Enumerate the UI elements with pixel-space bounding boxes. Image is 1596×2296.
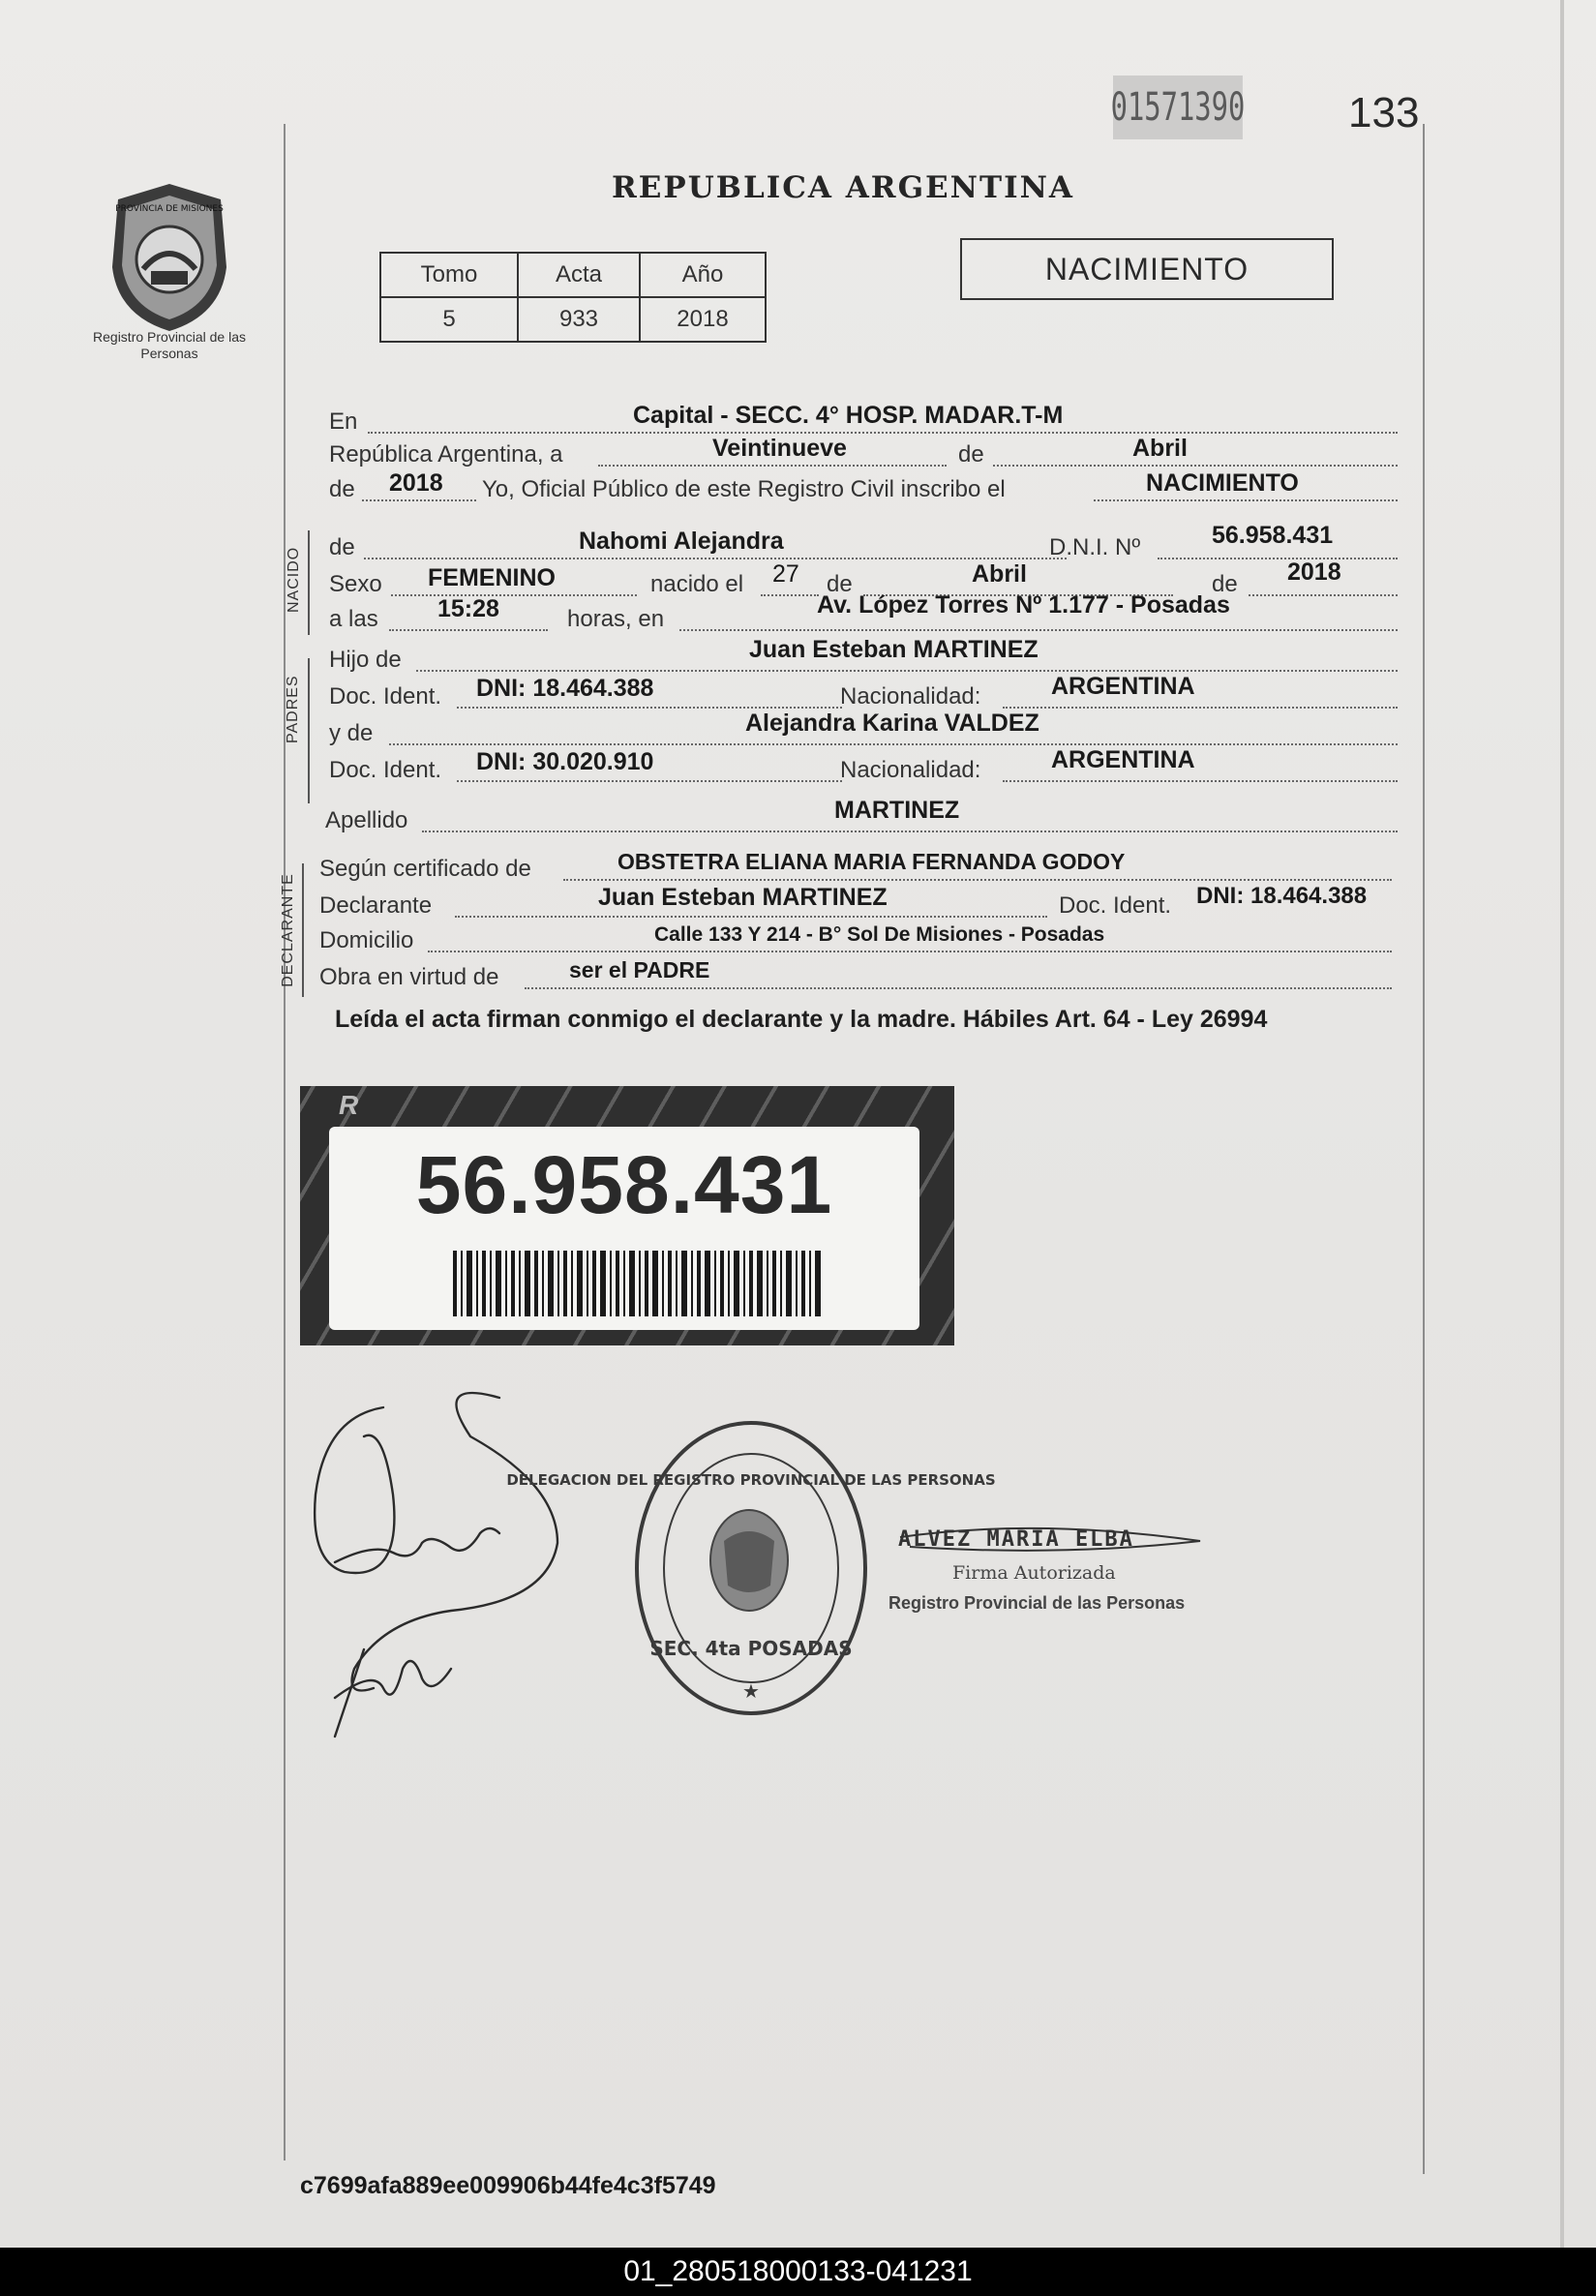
value-dia-inscripcion: Veintinueve (712, 435, 847, 462)
seal-text-outer: DELEGACION DEL REGISTRO PROVINCIAL DE LAS PERSONAS (506, 1471, 996, 1489)
value-padre-doc: DNI: 18.464.388 (476, 675, 654, 702)
declarante-bracket (302, 863, 304, 997)
row-fecha-inscripcion (325, 434, 1398, 472)
row-obra-en-virtud (319, 956, 1392, 995)
table-header-anio: Año (640, 253, 766, 297)
table-header-tomo: Tomo (380, 253, 518, 297)
side-label-padres: PADRES (285, 675, 301, 743)
padres-bracket (308, 658, 310, 803)
sticker-pattern-letter: R (339, 1090, 359, 1120)
label-obra-en-virtud: Obra en virtud de (319, 964, 499, 990)
label-y-de: y de (329, 720, 374, 746)
registry-table (379, 252, 767, 343)
label-de-1: de (958, 441, 984, 468)
value-tipo-inscripcion: NACIMIENTO (1146, 469, 1299, 497)
sticker-window (329, 1127, 919, 1330)
label-horas-en: horas, en (567, 606, 665, 632)
value-nombre: Nahomi Alejandra (579, 528, 784, 555)
label-en: En (329, 408, 358, 435)
row-madre (325, 712, 1398, 751)
value-sexo: FEMENINO (428, 564, 556, 591)
label-doc-ident-padre: Doc. Ident. (329, 683, 442, 710)
row-hora (325, 591, 1398, 637)
label-republica: República Argentina, a (329, 441, 563, 468)
label-sexo: Sexo (329, 571, 382, 597)
value-lugar: Capital - SECC. 4° HOSP. MADAR.T-M (633, 402, 1064, 429)
row-certificado (319, 848, 1392, 887)
row-madre-doc (325, 746, 1398, 788)
right-shadow-line (1560, 0, 1564, 2248)
label-domicilio: Domicilio (319, 927, 414, 953)
province-seal-icon (105, 180, 234, 335)
svg-text:★: ★ (742, 1679, 760, 1703)
side-label-nacido: NACIDO (286, 546, 302, 613)
side-label-declarante: DECLARANTE (280, 873, 296, 987)
label-de-3: de (329, 534, 355, 560)
label-nacionalidad-padre: Nacionalidad: (840, 683, 981, 710)
official-name: ALVEZ MARIA ELBA (898, 1527, 1134, 1552)
label-hijo-de: Hijo de (329, 647, 402, 673)
barcode-icon (453, 1251, 821, 1316)
value-dia-nacimiento: 27 (772, 560, 799, 588)
value-obra-en-virtud: ser el PADRE (569, 957, 710, 982)
official-seal-icon (506, 1415, 996, 1721)
label-de-5: de (1212, 571, 1238, 597)
row-domicilio (319, 920, 1392, 958)
value-lugar-nacimiento: Av. López Torres Nº 1.177 - Posadas (817, 591, 1230, 619)
value-madre-nacionalidad: ARGENTINA (1051, 746, 1195, 773)
label-a-las: a las (329, 606, 378, 632)
nacido-bracket (308, 530, 310, 635)
row-padre (325, 636, 1398, 678)
value-domicilio: Calle 133 Y 214 - B° Sol De Misiones - Posadas (654, 923, 1105, 946)
sticker-dni-number: 56.958.431 (415, 1139, 833, 1230)
label-declarante: Declarante (319, 892, 433, 919)
value-declarante: Juan Esteban MARTINEZ (598, 884, 888, 911)
value-hora: 15:28 (437, 595, 499, 622)
table-value-acta: 933 (518, 297, 640, 342)
table-value-anio: 2018 (640, 297, 766, 342)
row-nombre (325, 522, 1398, 565)
value-declarante-doc: DNI: 18.464.388 (1196, 883, 1368, 909)
right-border-line (1423, 124, 1425, 2174)
row-apellido (325, 797, 1398, 838)
label-de-4: de (827, 571, 853, 597)
value-certificado: OBSTETRA ELIANA MARIA FERNANDA GODOY (617, 849, 1126, 874)
label-yo-oficial: Yo, Oficial Público de este Registro Civil inscribo el (482, 476, 1006, 502)
document-hash: c7699afa889ee009906b44fe4c3f5749 (300, 2172, 716, 2199)
logo-seal-text-top: PROVINCIA DE MISIONES (115, 204, 224, 214)
value-padre-nacionalidad: ARGENTINA (1051, 673, 1195, 700)
label-nacido-el: nacido el (650, 571, 744, 597)
official-registro: Registro Provincial de las Personas (888, 1593, 1186, 1613)
label-de-2: de (329, 476, 355, 502)
table-value-tomo: 5 (380, 297, 518, 342)
value-madre: Alejandra Karina VALDEZ (745, 710, 1039, 737)
table-header-acta: Acta (518, 253, 640, 297)
value-padre: Juan Esteban MARTINEZ (749, 636, 1039, 663)
row-declarante (319, 885, 1392, 923)
label-doc-ident-madre: Doc. Ident. (329, 757, 442, 783)
label-segun-certificado: Según certificado de (319, 856, 531, 882)
official-firma: Firma Autorizada (952, 1562, 1116, 1584)
row-inscripcion (325, 468, 1398, 507)
label-nacionalidad-madre: Nacionalidad: (840, 757, 981, 783)
seal-text-inner: SEC. 4ta POSADAS (649, 1637, 853, 1660)
label-apellido: Apellido (325, 807, 408, 833)
handwritten-signatures (306, 1378, 587, 1756)
dni-sticker (300, 1086, 954, 1345)
value-apellido: MARTINEZ (834, 797, 960, 824)
logo-caption: Registro Provincial de las Personas (93, 329, 246, 361)
value-mes-inscripcion: Abril (1132, 435, 1188, 462)
page-number: 133 (1348, 89, 1420, 136)
label-dni: D.N.I. Nº (1049, 534, 1141, 560)
row-padre-doc (325, 673, 1398, 714)
value-anio-nacimiento: 2018 (1287, 559, 1341, 586)
value-mes-nacimiento: Abril (972, 560, 1027, 588)
document-title: REPUBLICA ARGENTINA (612, 170, 1074, 205)
record-type-box: NACIMIENTO (960, 238, 1334, 300)
value-dni: 56.958.431 (1212, 522, 1334, 549)
serial-number: 01571390 (1113, 76, 1243, 139)
left-border-line (284, 124, 286, 2160)
signature-stroke (890, 1518, 1210, 1556)
label-doc-ident-declarante: Doc. Ident. (1059, 892, 1172, 919)
closing-note: Leída el acta firman conmigo el declarante y la madre. Hábiles Art. 64 - Ley 26994 (335, 1006, 1268, 1033)
footer-id: 01_280518000133-041231 (0, 2248, 1596, 2296)
value-madre-doc: DNI: 30.020.910 (476, 748, 654, 775)
value-anio-inscripcion: 2018 (389, 469, 443, 497)
